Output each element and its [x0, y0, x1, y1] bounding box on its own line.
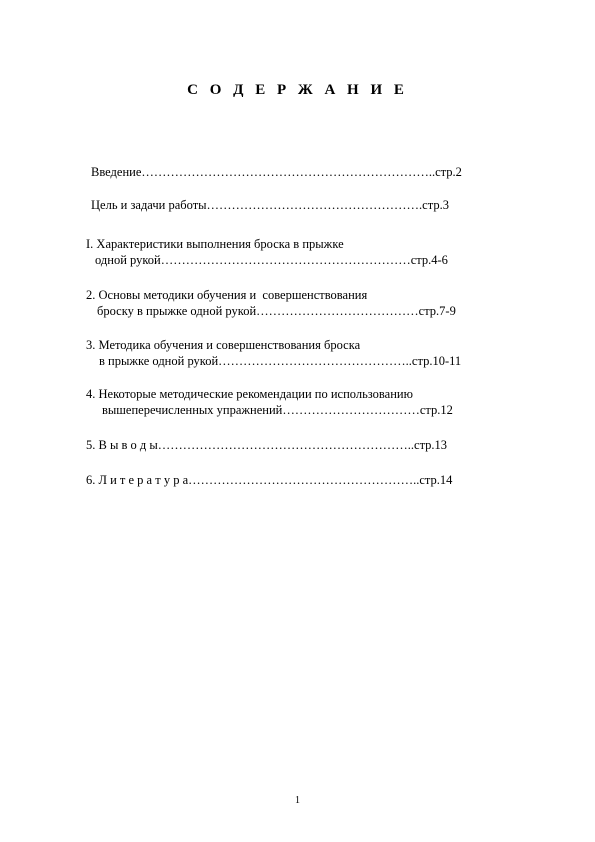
page-number: 1	[295, 795, 300, 806]
toc-entry-2-line-1: 2. Основы методики обучения и совершенствования	[86, 288, 368, 302]
toc-entry-2-line-2: броску в прыжке одной рукой…………………………………стр.7-9	[97, 304, 456, 318]
page-title: С О Д Е Р Ж А Н И Е	[187, 82, 408, 98]
toc-entry-1-line-1: I. Характеристики выполнения броска в прыжке	[86, 237, 344, 251]
toc-entry-3-line-1: 3. Методика обучения и совершенствования броска	[86, 338, 361, 352]
toc-entry-3-line-2: в прыжке одной рукой………………………………………..стр.10-11	[99, 354, 462, 368]
toc-entry-goals: Цель и задачи работы…………………………………………….стр.3	[91, 198, 449, 212]
toc-entry-introduction: Введение……………………………………………………………..стр.2	[91, 165, 462, 179]
toc-entry-4-line-2: вышеперечисленных упражнений……………………………стр.12	[102, 403, 453, 417]
toc-entry-1-line-2: одной рукой……………………………………………………стр.4-6	[95, 253, 448, 267]
toc-entry-literature: 6. Л и т е р а т у р а………………………………………………..стр.14	[86, 473, 453, 487]
toc-entry-4-line-1: 4. Некоторые методические рекомендации по использованию	[86, 387, 413, 401]
toc-entry-conclusions: 5. В ы в о д ы……………………………………………………..стр.13	[86, 438, 448, 452]
